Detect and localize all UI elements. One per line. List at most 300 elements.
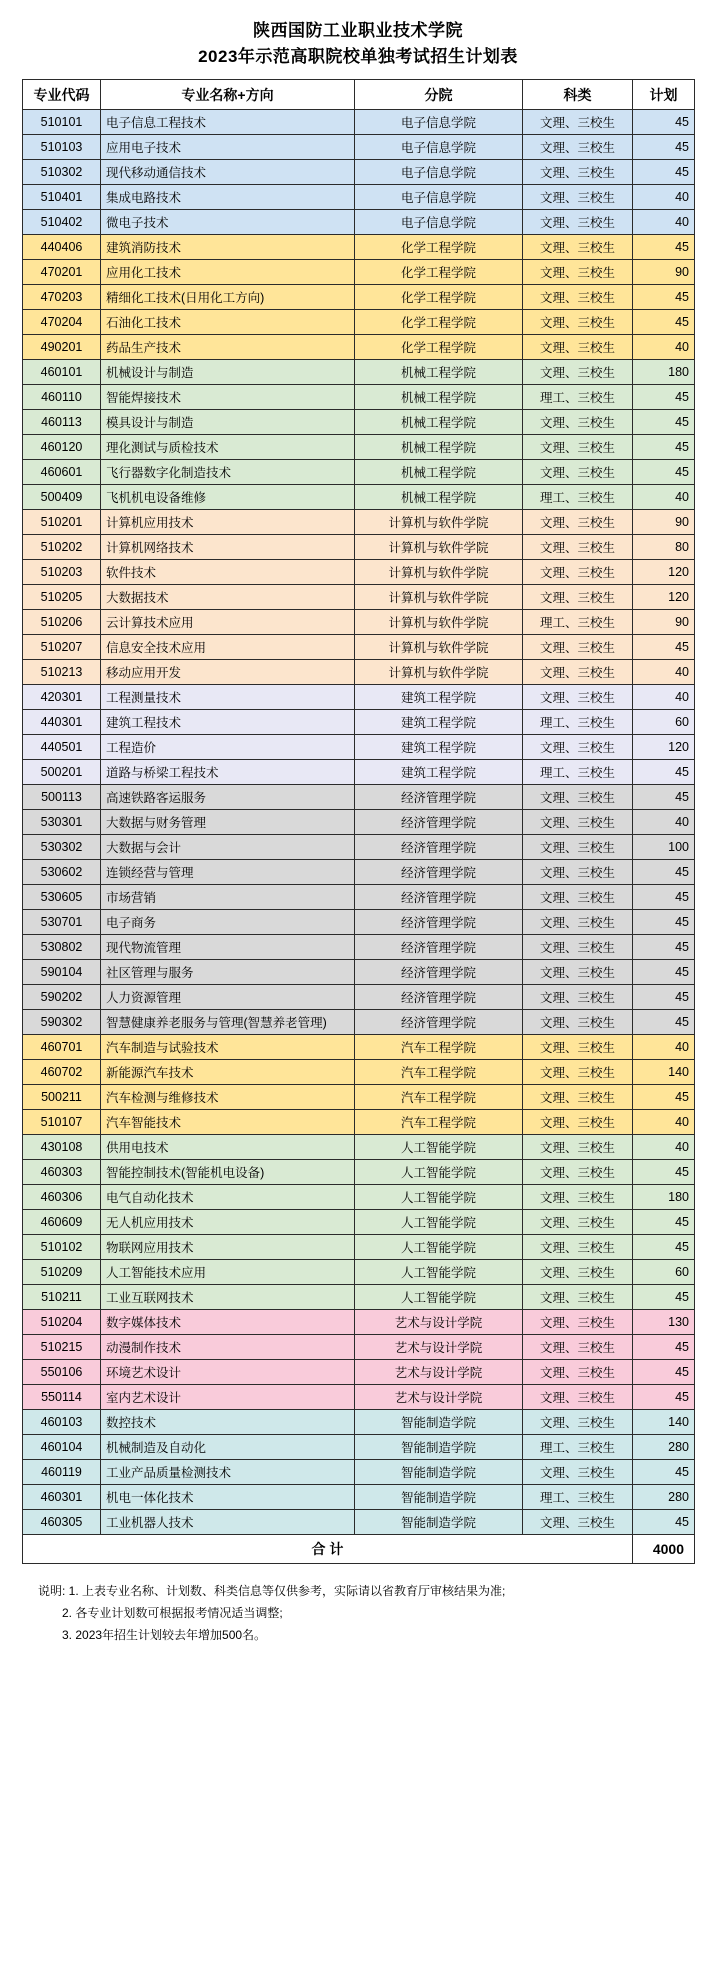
cell-major-name: 药品生产技术 <box>101 335 355 360</box>
table-row <box>23 660 695 685</box>
cell-major-name: 移动应用开发 <box>101 660 355 685</box>
cell-major-name: 机械设计与制造 <box>101 360 355 385</box>
enrollment-plan-table <box>22 79 695 1564</box>
cell-subject-type: 文理、三校生 <box>523 235 633 260</box>
header-subject-type: 科类 <box>523 80 633 110</box>
cell-major-code: 500113 <box>23 785 101 810</box>
cell-subject-type: 文理、三校生 <box>523 1285 633 1310</box>
cell-major-code: 550114 <box>23 1385 101 1410</box>
cell-subject-type: 文理、三校生 <box>523 185 633 210</box>
cell-subject-type: 文理、三校生 <box>523 285 633 310</box>
cell-department: 化学工程学院 <box>355 235 523 260</box>
cell-major-name: 理化测试与质检技术 <box>101 435 355 460</box>
cell-plan-count: 45 <box>633 1210 695 1235</box>
cell-major-code: 460306 <box>23 1185 101 1210</box>
cell-subject-type: 文理、三校生 <box>523 960 633 985</box>
table-row <box>23 560 695 585</box>
cell-plan-count: 45 <box>633 410 695 435</box>
cell-plan-count: 280 <box>633 1435 695 1460</box>
cell-major-code: 510402 <box>23 210 101 235</box>
cell-plan-count: 45 <box>633 1085 695 1110</box>
cell-department: 人工智能学院 <box>355 1185 523 1210</box>
cell-major-code: 470201 <box>23 260 101 285</box>
total-label: 合 计 <box>23 1535 633 1564</box>
cell-department: 机械工程学院 <box>355 460 523 485</box>
cell-department: 经济管理学院 <box>355 785 523 810</box>
cell-plan-count: 40 <box>633 210 695 235</box>
table-row <box>23 585 695 610</box>
cell-plan-count: 45 <box>633 860 695 885</box>
header-plan-count: 计划 <box>633 80 695 110</box>
cell-major-name: 石油化工技术 <box>101 310 355 335</box>
cell-department: 机械工程学院 <box>355 485 523 510</box>
cell-subject-type: 文理、三校生 <box>523 885 633 910</box>
cell-plan-count: 45 <box>633 785 695 810</box>
table-row <box>23 960 695 985</box>
cell-major-code: 460301 <box>23 1485 101 1510</box>
cell-major-name: 汽车检测与维修技术 <box>101 1085 355 1110</box>
cell-plan-count: 40 <box>633 810 695 835</box>
cell-major-code: 460119 <box>23 1460 101 1485</box>
cell-department: 经济管理学院 <box>355 860 523 885</box>
cell-major-code: 460101 <box>23 360 101 385</box>
table-row <box>23 1210 695 1235</box>
total-value: 4000 <box>633 1535 695 1564</box>
cell-major-code: 470204 <box>23 310 101 335</box>
cell-department: 汽车工程学院 <box>355 1085 523 1110</box>
table-row <box>23 485 695 510</box>
cell-major-name: 微电子技术 <box>101 210 355 235</box>
table-row <box>23 1360 695 1385</box>
cell-subject-type: 文理、三校生 <box>523 910 633 935</box>
cell-major-code: 510302 <box>23 160 101 185</box>
cell-department: 经济管理学院 <box>355 985 523 1010</box>
cell-department: 汽车工程学院 <box>355 1035 523 1060</box>
cell-subject-type: 文理、三校生 <box>523 1310 633 1335</box>
cell-major-code: 590302 <box>23 1010 101 1035</box>
cell-subject-type: 文理、三校生 <box>523 1410 633 1435</box>
cell-subject-type: 文理、三校生 <box>523 560 633 585</box>
cell-plan-count: 45 <box>633 160 695 185</box>
note-2: 2. 各专业计划数可根据报考情况适当调整; <box>62 1606 283 1621</box>
table-body <box>23 110 695 1535</box>
cell-subject-type: 文理、三校生 <box>523 135 633 160</box>
cell-plan-count: 90 <box>633 260 695 285</box>
cell-department: 电子信息学院 <box>355 185 523 210</box>
cell-major-code: 460110 <box>23 385 101 410</box>
table-row <box>23 535 695 560</box>
cell-major-code: 550106 <box>23 1360 101 1385</box>
cell-plan-count: 45 <box>633 1460 695 1485</box>
cell-subject-type: 文理、三校生 <box>523 1235 633 1260</box>
cell-department: 化学工程学院 <box>355 335 523 360</box>
cell-plan-count: 45 <box>633 985 695 1010</box>
cell-subject-type: 文理、三校生 <box>523 685 633 710</box>
cell-department: 建筑工程学院 <box>355 735 523 760</box>
cell-plan-count: 45 <box>633 110 695 135</box>
cell-subject-type: 理工、三校生 <box>523 1435 633 1460</box>
table-row <box>23 1010 695 1035</box>
cell-department: 经济管理学院 <box>355 935 523 960</box>
cell-major-code: 510209 <box>23 1260 101 1285</box>
cell-subject-type: 文理、三校生 <box>523 1135 633 1160</box>
cell-department: 机械工程学院 <box>355 385 523 410</box>
cell-department: 计算机与软件学院 <box>355 585 523 610</box>
table-row <box>23 185 695 210</box>
cell-department: 化学工程学院 <box>355 285 523 310</box>
cell-major-name: 计算机网络技术 <box>101 535 355 560</box>
total-row <box>23 1535 695 1564</box>
cell-department: 智能制造学院 <box>355 1410 523 1435</box>
cell-major-code: 510107 <box>23 1110 101 1135</box>
cell-department: 机械工程学院 <box>355 410 523 435</box>
cell-subject-type: 文理、三校生 <box>523 810 633 835</box>
cell-major-name: 汽车智能技术 <box>101 1110 355 1135</box>
cell-department: 艺术与设计学院 <box>355 1385 523 1410</box>
cell-subject-type: 文理、三校生 <box>523 1035 633 1060</box>
cell-major-name: 动漫制作技术 <box>101 1335 355 1360</box>
cell-department: 经济管理学院 <box>355 835 523 860</box>
cell-major-name: 机电一体化技术 <box>101 1485 355 1510</box>
cell-plan-count: 100 <box>633 835 695 860</box>
cell-major-name: 人力资源管理 <box>101 985 355 1010</box>
table-row <box>23 1160 695 1185</box>
cell-major-code: 530602 <box>23 860 101 885</box>
cell-plan-count: 80 <box>633 535 695 560</box>
cell-major-code: 510215 <box>23 1335 101 1360</box>
cell-plan-count: 180 <box>633 360 695 385</box>
table-row <box>23 1510 695 1535</box>
cell-subject-type: 文理、三校生 <box>523 1335 633 1360</box>
cell-major-code: 440406 <box>23 235 101 260</box>
cell-major-name: 大数据与财务管理 <box>101 810 355 835</box>
table-row <box>23 1335 695 1360</box>
table-row <box>23 335 695 360</box>
cell-subject-type: 文理、三校生 <box>523 1460 633 1485</box>
cell-major-name: 供用电技术 <box>101 1135 355 1160</box>
table-row <box>23 1060 695 1085</box>
cell-major-name: 现代移动通信技术 <box>101 160 355 185</box>
table-row <box>23 860 695 885</box>
cell-major-name: 室内艺术设计 <box>101 1385 355 1410</box>
cell-department: 电子信息学院 <box>355 135 523 160</box>
cell-subject-type: 文理、三校生 <box>523 310 633 335</box>
cell-department: 计算机与软件学院 <box>355 510 523 535</box>
cell-plan-count: 45 <box>633 1385 695 1410</box>
cell-plan-count: 45 <box>633 635 695 660</box>
cell-subject-type: 文理、三校生 <box>523 1385 633 1410</box>
cell-plan-count: 45 <box>633 285 695 310</box>
cell-department: 智能制造学院 <box>355 1485 523 1510</box>
cell-department: 计算机与软件学院 <box>355 610 523 635</box>
cell-major-code: 460601 <box>23 460 101 485</box>
table-row <box>23 1385 695 1410</box>
cell-plan-count: 40 <box>633 685 695 710</box>
cell-department: 艺术与设计学院 <box>355 1360 523 1385</box>
cell-major-code: 470203 <box>23 285 101 310</box>
cell-major-name: 环境艺术设计 <box>101 1360 355 1385</box>
cell-plan-count: 60 <box>633 1260 695 1285</box>
cell-subject-type: 文理、三校生 <box>523 335 633 360</box>
cell-subject-type: 文理、三校生 <box>523 1160 633 1185</box>
table-row <box>23 1410 695 1435</box>
table-row <box>23 735 695 760</box>
table-row <box>23 760 695 785</box>
note-3: 3. 2023年招生计划较去年增加500名。 <box>62 1628 267 1643</box>
note-1: 说明: 1. 上表专业名称、计划数、科类信息等仅供参考，实际请以省教育厅审核结果为准; <box>38 1584 506 1598</box>
table-row <box>23 685 695 710</box>
cell-major-name: 大数据技术 <box>101 585 355 610</box>
table-row <box>23 235 695 260</box>
cell-subject-type: 文理、三校生 <box>523 410 633 435</box>
cell-subject-type: 文理、三校生 <box>523 160 633 185</box>
cell-department: 电子信息学院 <box>355 210 523 235</box>
cell-major-name: 飞机机电设备维修 <box>101 485 355 510</box>
cell-subject-type: 文理、三校生 <box>523 785 633 810</box>
cell-major-name: 计算机应用技术 <box>101 510 355 535</box>
cell-plan-count: 45 <box>633 235 695 260</box>
cell-department: 计算机与软件学院 <box>355 660 523 685</box>
cell-department: 经济管理学院 <box>355 810 523 835</box>
cell-department: 智能制造学院 <box>355 1510 523 1535</box>
cell-department: 经济管理学院 <box>355 885 523 910</box>
cell-plan-count: 40 <box>633 185 695 210</box>
cell-plan-count: 140 <box>633 1410 695 1435</box>
cell-subject-type: 理工、三校生 <box>523 760 633 785</box>
table-row <box>23 635 695 660</box>
cell-plan-count: 40 <box>633 1135 695 1160</box>
table-row <box>23 510 695 535</box>
table-row <box>23 160 695 185</box>
cell-subject-type: 文理、三校生 <box>523 1060 633 1085</box>
table-row <box>23 410 695 435</box>
table-row <box>23 885 695 910</box>
table-header-row <box>23 80 695 110</box>
cell-plan-count: 45 <box>633 885 695 910</box>
cell-department: 经济管理学院 <box>355 960 523 985</box>
notes-block <box>22 1580 694 1647</box>
table-row <box>23 1285 695 1310</box>
cell-plan-count: 40 <box>633 335 695 360</box>
cell-major-name: 高速铁路客运服务 <box>101 785 355 810</box>
table-row <box>23 610 695 635</box>
cell-department: 计算机与软件学院 <box>355 560 523 585</box>
cell-plan-count: 130 <box>633 1310 695 1335</box>
cell-major-code: 510205 <box>23 585 101 610</box>
cell-plan-count: 140 <box>633 1060 695 1085</box>
cell-major-code: 440501 <box>23 735 101 760</box>
cell-department: 人工智能学院 <box>355 1160 523 1185</box>
page-title <box>22 18 694 69</box>
cell-department: 化学工程学院 <box>355 260 523 285</box>
cell-major-code: 420301 <box>23 685 101 710</box>
cell-major-name: 数控技术 <box>101 1410 355 1435</box>
cell-major-name: 智能控制技术(智能机电设备) <box>101 1160 355 1185</box>
cell-major-name: 无人机应用技术 <box>101 1210 355 1235</box>
cell-department: 建筑工程学院 <box>355 760 523 785</box>
cell-major-name: 模具设计与制造 <box>101 410 355 435</box>
cell-department: 机械工程学院 <box>355 360 523 385</box>
table-row <box>23 310 695 335</box>
cell-subject-type: 文理、三校生 <box>523 660 633 685</box>
cell-department: 艺术与设计学院 <box>355 1310 523 1335</box>
cell-major-code: 430108 <box>23 1135 101 1160</box>
table-row <box>23 385 695 410</box>
cell-department: 人工智能学院 <box>355 1235 523 1260</box>
cell-major-code: 460103 <box>23 1410 101 1435</box>
cell-major-code: 460701 <box>23 1035 101 1060</box>
cell-department: 电子信息学院 <box>355 110 523 135</box>
cell-subject-type: 文理、三校生 <box>523 635 633 660</box>
cell-major-code: 590104 <box>23 960 101 985</box>
cell-department: 汽车工程学院 <box>355 1110 523 1135</box>
cell-plan-count: 45 <box>633 760 695 785</box>
cell-plan-count: 90 <box>633 610 695 635</box>
cell-major-name: 软件技术 <box>101 560 355 585</box>
cell-plan-count: 45 <box>633 1335 695 1360</box>
cell-subject-type: 文理、三校生 <box>523 985 633 1010</box>
table-row <box>23 460 695 485</box>
cell-plan-count: 60 <box>633 710 695 735</box>
table-row <box>23 1035 695 1060</box>
table-row <box>23 1235 695 1260</box>
cell-major-code: 460702 <box>23 1060 101 1085</box>
cell-major-code: 530701 <box>23 910 101 935</box>
cell-department: 机械工程学院 <box>355 435 523 460</box>
cell-major-name: 工程测量技术 <box>101 685 355 710</box>
cell-plan-count: 45 <box>633 1160 695 1185</box>
table-row <box>23 1310 695 1335</box>
cell-plan-count: 45 <box>633 460 695 485</box>
table-row <box>23 210 695 235</box>
table-row <box>23 910 695 935</box>
cell-subject-type: 理工、三校生 <box>523 485 633 510</box>
cell-subject-type: 文理、三校生 <box>523 1510 633 1535</box>
cell-plan-count: 40 <box>633 485 695 510</box>
cell-major-name: 物联网应用技术 <box>101 1235 355 1260</box>
table-row <box>23 835 695 860</box>
cell-subject-type: 文理、三校生 <box>523 1185 633 1210</box>
cell-subject-type: 文理、三校生 <box>523 860 633 885</box>
cell-department: 化学工程学院 <box>355 310 523 335</box>
cell-department: 人工智能学院 <box>355 1285 523 1310</box>
header-department: 分院 <box>355 80 523 110</box>
table-row <box>23 1135 695 1160</box>
cell-department: 计算机与软件学院 <box>355 535 523 560</box>
cell-department: 人工智能学院 <box>355 1210 523 1235</box>
cell-major-name: 大数据与会计 <box>101 835 355 860</box>
cell-department: 经济管理学院 <box>355 1010 523 1035</box>
cell-major-name: 新能源汽车技术 <box>101 1060 355 1085</box>
cell-plan-count: 120 <box>633 735 695 760</box>
cell-major-code: 510401 <box>23 185 101 210</box>
table-row <box>23 810 695 835</box>
cell-plan-count: 45 <box>633 385 695 410</box>
table-row <box>23 1260 695 1285</box>
cell-major-name: 道路与桥梁工程技术 <box>101 760 355 785</box>
cell-major-code: 510101 <box>23 110 101 135</box>
cell-plan-count: 45 <box>633 1235 695 1260</box>
cell-subject-type: 理工、三校生 <box>523 610 633 635</box>
cell-major-name: 信息安全技术应用 <box>101 635 355 660</box>
cell-major-name: 工业互联网技术 <box>101 1285 355 1310</box>
table-row <box>23 1485 695 1510</box>
cell-plan-count: 40 <box>633 1035 695 1060</box>
cell-plan-count: 280 <box>633 1485 695 1510</box>
cell-major-code: 510207 <box>23 635 101 660</box>
header-major-name: 专业名称+方向 <box>101 80 355 110</box>
cell-major-name: 智能焊接技术 <box>101 385 355 410</box>
table-row <box>23 710 695 735</box>
cell-department: 人工智能学院 <box>355 1260 523 1285</box>
cell-plan-count: 45 <box>633 1285 695 1310</box>
cell-subject-type: 文理、三校生 <box>523 935 633 960</box>
cell-major-name: 社区管理与服务 <box>101 960 355 985</box>
cell-plan-count: 40 <box>633 660 695 685</box>
cell-subject-type: 文理、三校生 <box>523 535 633 560</box>
cell-major-name: 智慧健康养老服务与管理(智慧养老管理) <box>101 1010 355 1035</box>
cell-subject-type: 文理、三校生 <box>523 510 633 535</box>
cell-major-code: 530302 <box>23 835 101 860</box>
cell-major-code: 510203 <box>23 560 101 585</box>
cell-major-code: 460305 <box>23 1510 101 1535</box>
table-row <box>23 1110 695 1135</box>
cell-plan-count: 45 <box>633 435 695 460</box>
table-row <box>23 260 695 285</box>
cell-subject-type: 文理、三校生 <box>523 1260 633 1285</box>
cell-subject-type: 文理、三校生 <box>523 735 633 760</box>
cell-plan-count: 45 <box>633 1360 695 1385</box>
cell-major-name: 电子商务 <box>101 910 355 935</box>
cell-subject-type: 文理、三校生 <box>523 260 633 285</box>
cell-subject-type: 理工、三校生 <box>523 1485 633 1510</box>
cell-plan-count: 45 <box>633 910 695 935</box>
cell-major-code: 510211 <box>23 1285 101 1310</box>
cell-major-name: 人工智能技术应用 <box>101 1260 355 1285</box>
cell-subject-type: 文理、三校生 <box>523 360 633 385</box>
cell-major-code: 440301 <box>23 710 101 735</box>
cell-major-name: 市场营销 <box>101 885 355 910</box>
table-row <box>23 285 695 310</box>
table-row <box>23 110 695 135</box>
cell-major-name: 集成电路技术 <box>101 185 355 210</box>
cell-department: 计算机与软件学院 <box>355 635 523 660</box>
cell-plan-count: 45 <box>633 310 695 335</box>
cell-major-code: 510202 <box>23 535 101 560</box>
cell-subject-type: 理工、三校生 <box>523 710 633 735</box>
table-row <box>23 985 695 1010</box>
table-row <box>23 1185 695 1210</box>
table-row <box>23 360 695 385</box>
cell-major-name: 工业产品质量检测技术 <box>101 1460 355 1485</box>
cell-major-code: 460120 <box>23 435 101 460</box>
cell-plan-count: 120 <box>633 560 695 585</box>
cell-major-name: 汽车制造与试验技术 <box>101 1035 355 1060</box>
cell-subject-type: 文理、三校生 <box>523 1110 633 1135</box>
cell-subject-type: 文理、三校生 <box>523 1210 633 1235</box>
table-row <box>23 1460 695 1485</box>
cell-major-code: 490201 <box>23 335 101 360</box>
cell-major-code: 460113 <box>23 410 101 435</box>
cell-major-code: 500409 <box>23 485 101 510</box>
table-row <box>23 785 695 810</box>
cell-major-name: 精细化工技术(日用化工方向) <box>101 285 355 310</box>
cell-major-name: 机械制造及自动化 <box>101 1435 355 1460</box>
table-row <box>23 1435 695 1460</box>
cell-major-code: 510204 <box>23 1310 101 1335</box>
cell-major-code: 500211 <box>23 1085 101 1110</box>
cell-major-code: 510102 <box>23 1235 101 1260</box>
